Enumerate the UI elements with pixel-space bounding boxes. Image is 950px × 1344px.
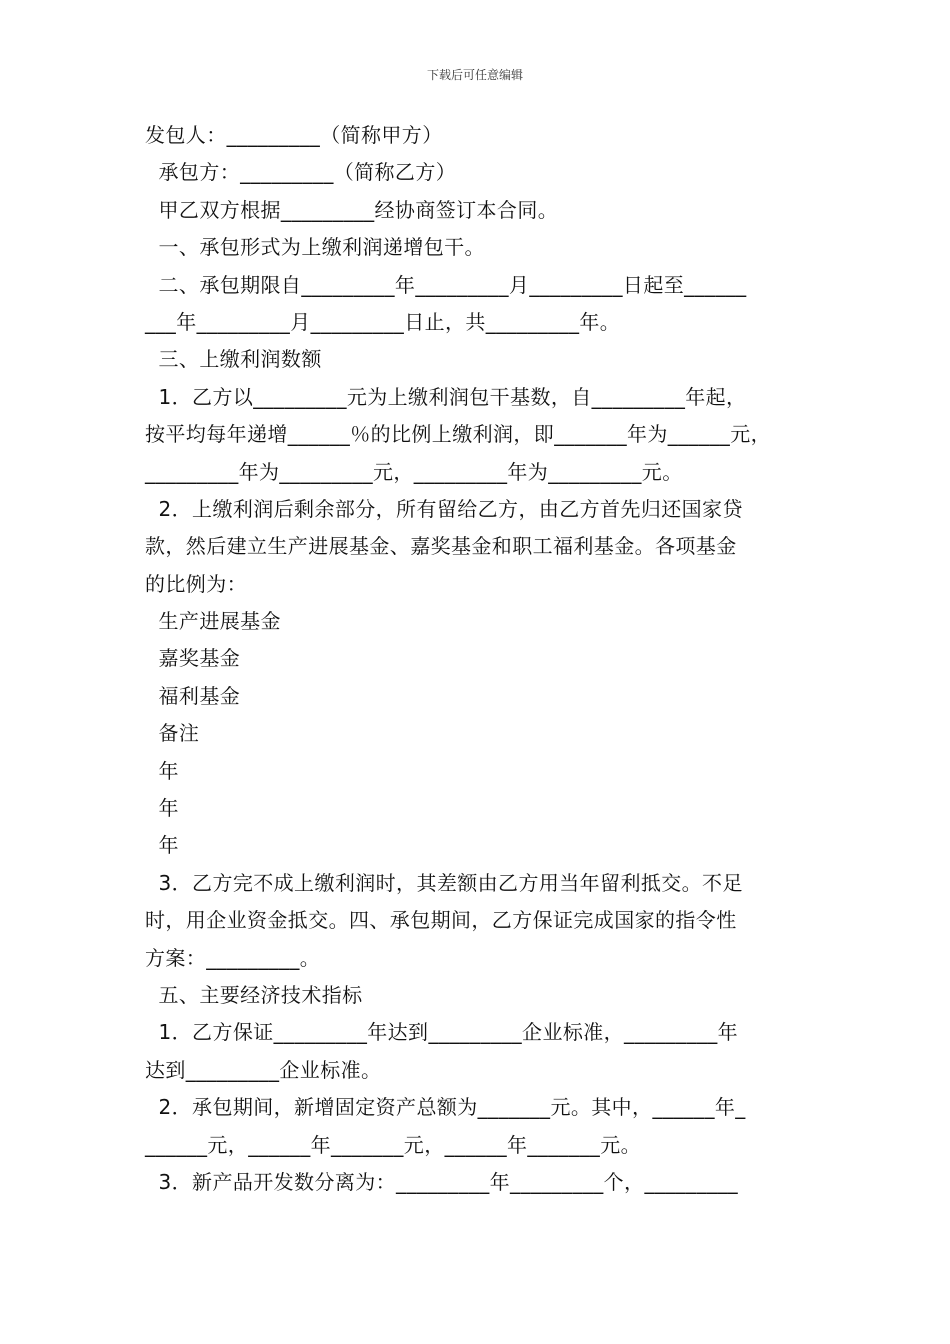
paragraph-line: 三、上缴利润数额 — [145, 347, 322, 372]
paragraph-line: 发包人：_________（简称甲方） — [145, 123, 443, 147]
paragraph-line: 3．乙方完不成上缴利润时，其差额由乙方用当年留利抵交。不足 — [145, 870, 743, 895]
paragraph-line: 1．乙方保证_________年达到_________企业标准，_________年 — [145, 1020, 739, 1045]
paragraph-line: 2．上缴利润后剩余部分，所有留给乙方，由乙方首先归还国家贷 — [145, 496, 743, 521]
paragraph-line: 备注 — [145, 721, 200, 746]
paragraph-line: 甲乙双方根据_________经协商签订本合同。 — [145, 197, 559, 222]
paragraph-line: 款，然后建立生产进展基金、嘉奖基金和职工福利基金。各项基金 — [145, 534, 737, 559]
contract-body — [145, 117, 810, 1201]
paragraph-line: 二、承包期限自_________年_________月_________日起至______ — [145, 272, 747, 297]
paragraph-line: 嘉奖基金 — [145, 646, 241, 671]
paragraph-line: ___年_________月_________日止，共_________年。 — [145, 309, 621, 334]
paragraph-line: 福利基金 — [145, 683, 241, 708]
paragraph-line: 2．承包期间，新增固定资产总额为_______元。其中，______年_ — [145, 1095, 746, 1120]
paragraph-line: 五、主要经济技术指标 — [145, 982, 363, 1007]
header-note: 下载后可任意编辑 — [426, 68, 523, 82]
paragraph-line: 一、承包形式为上缴利润递增包干。 — [145, 235, 485, 260]
paragraph-line: 按平均每年递增______％的比例上缴利润，即_______年为______元， — [145, 422, 771, 447]
paragraph-line: 年 — [145, 758, 179, 783]
paragraph-line: ______元，______年_______元，______年_______元。 — [145, 1132, 641, 1157]
paragraph-line: 方案：_________。 — [145, 945, 321, 970]
paragraph-line: 的比例为： — [145, 571, 247, 596]
paragraph-line: 年 — [145, 796, 179, 821]
paragraph-line: 生产进展基金 — [145, 609, 281, 634]
paragraph-line: 承包方：_________（简称乙方） — [145, 160, 457, 185]
paragraph-line: _________年为_________元，_________年为_________元。 — [145, 459, 683, 484]
paragraph-line: 达到_________企业标准。 — [145, 1057, 382, 1082]
paragraph-line: 1．乙方以_________元为上缴利润包干基数，自_________年起， — [145, 384, 747, 409]
paragraph-line: 3．新产品开发数分离为：_________年_________个，_________ — [145, 1169, 739, 1194]
paragraph-line: 年 — [145, 833, 179, 858]
paragraph-line: 时，用企业资金抵交。四、承包期间，乙方保证完成国家的指令性 — [145, 908, 737, 933]
